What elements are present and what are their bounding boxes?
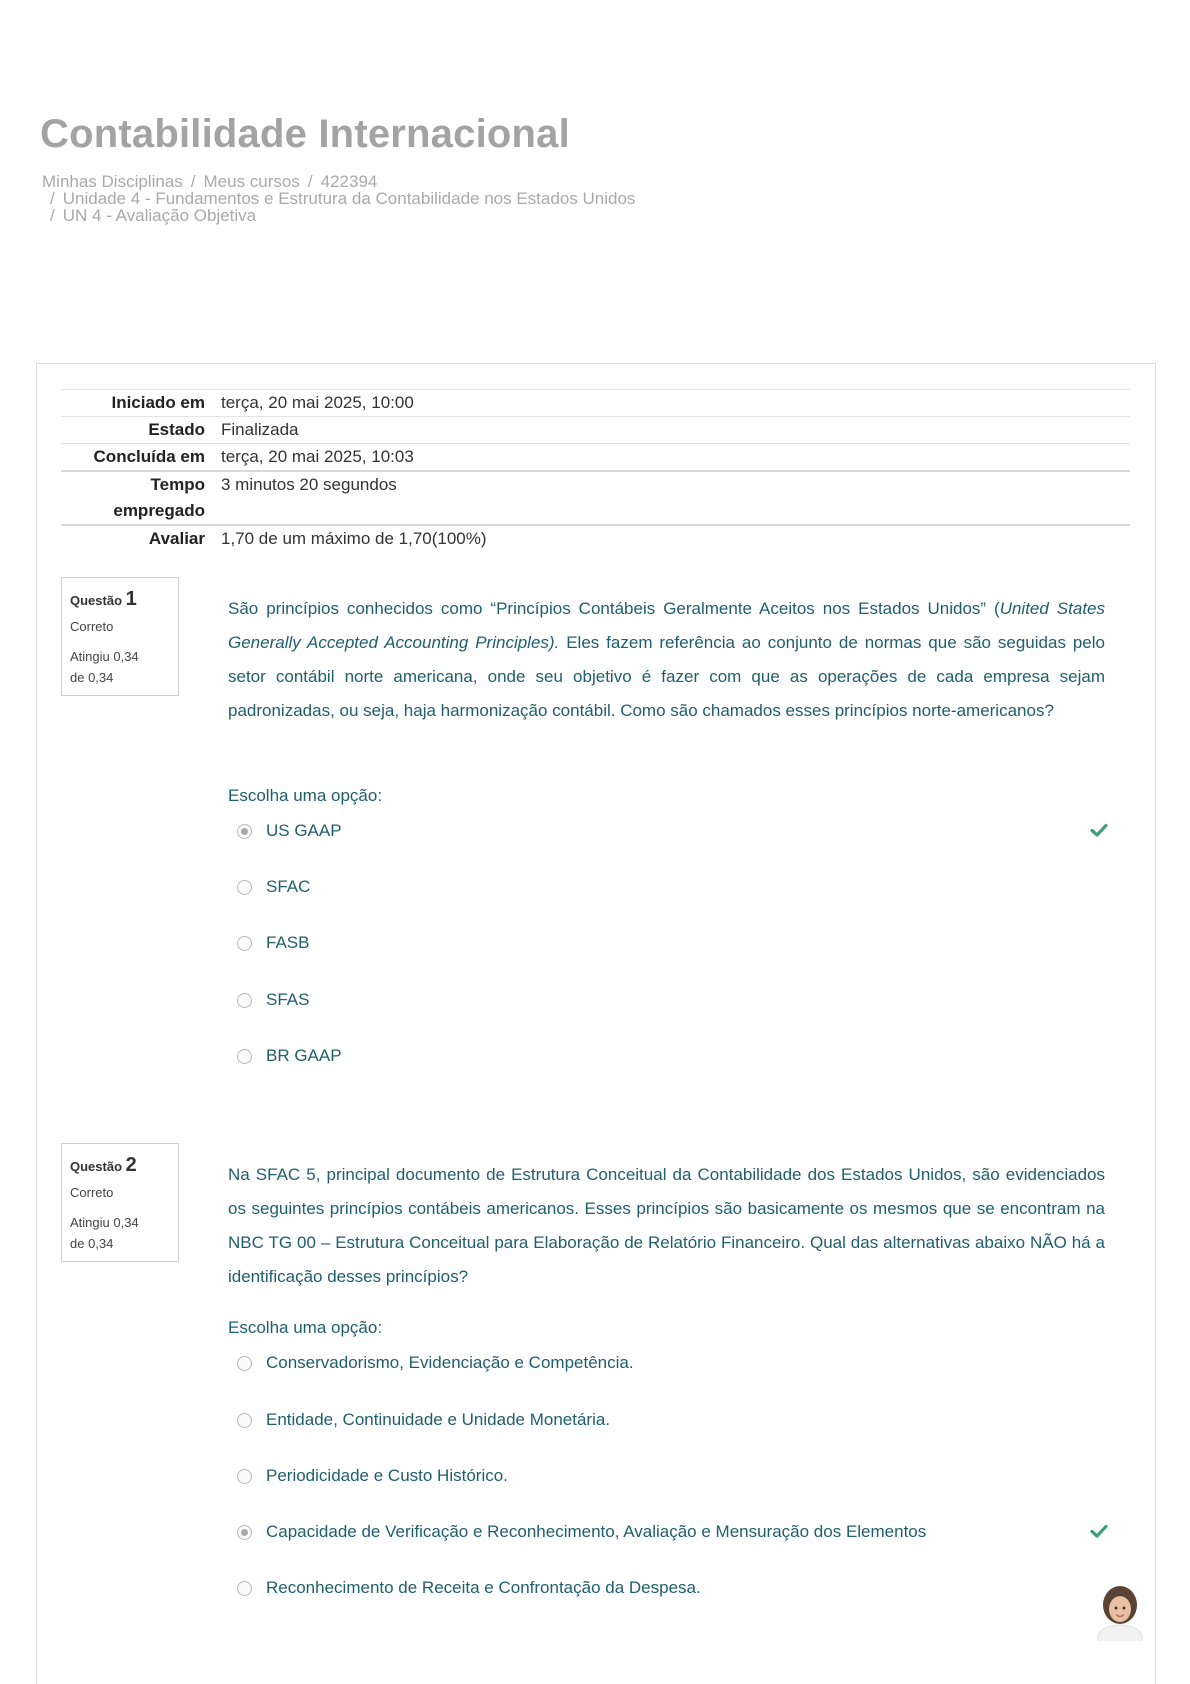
- answer-option-label: Periodicidade e Custo Histórico.: [266, 1466, 508, 1485]
- summary-label: Concluída em: [93, 447, 205, 466]
- answer-option[interactable]: [237, 985, 1097, 1015]
- choose-option-prompt: Escolha uma opção:: [228, 1318, 383, 1337]
- question-state: Correto: [70, 1185, 114, 1200]
- question-info-2: [61, 1143, 179, 1262]
- answer-option-label: US GAAP: [266, 821, 342, 840]
- summary-row-completed: [61, 443, 1130, 470]
- question-grade: Atingiu 0,34 de 0,34: [70, 1215, 139, 1251]
- summary-row-started: [61, 389, 1130, 416]
- summary-label: Iniciado em: [111, 393, 205, 412]
- question-text-1: São princípios conhecidos como “Princípios Contábeis Geralmente Aceitos nos Estados Unidos” (United States Generally Accepted Accounting Principles). Eles fazem referência ao conjunto de normas que são seguidas pelo setor contábil norte americana, onde seu objetivo é fazer com que as operações de cada empresa sejam padronizadas, ou seja, haja harmonização contábil. Como são chamados esses princípios norte-americanos?: [228, 599, 1105, 720]
- answer-option[interactable]: [237, 928, 1097, 958]
- attempt-summary-table: [61, 389, 1130, 552]
- breadcrumb-separator: /: [307, 172, 313, 191]
- summary-label: Estado: [148, 420, 205, 439]
- radio-button[interactable]: [237, 1525, 252, 1540]
- answer-option-label: FASB: [266, 933, 310, 952]
- question-number: Questão 1: [70, 588, 137, 610]
- radio-button[interactable]: [237, 936, 252, 951]
- radio-button[interactable]: [237, 1469, 252, 1484]
- breadcrumb-course-id[interactable]: 422394: [320, 172, 378, 191]
- answer-option-label: Entidade, Continuidade e Unidade Monetária.: [266, 1410, 611, 1429]
- summary-row-grade: [61, 524, 1130, 552]
- answer-option[interactable]: [237, 1517, 1097, 1547]
- radio-button[interactable]: [237, 880, 252, 895]
- question-grade: Atingiu 0,34 de 0,34: [70, 649, 139, 685]
- breadcrumb-separator: /: [50, 206, 55, 225]
- assistant-avatar-icon[interactable]: [1095, 1583, 1145, 1641]
- breadcrumb-separator: /: [50, 189, 55, 208]
- breadcrumb-minhas-disciplinas[interactable]: Minhas Disciplinas: [42, 172, 183, 191]
- breadcrumb: [42, 173, 635, 224]
- summary-value: terça, 20 mai 2025, 10:00: [221, 393, 414, 412]
- summary-label-line: Tempo: [150, 475, 205, 494]
- answer-option[interactable]: [237, 816, 1097, 846]
- choose-option-prompt: Escolha uma opção:: [228, 786, 383, 805]
- summary-label: [61, 472, 221, 524]
- summary-value: Finalizada: [221, 420, 299, 439]
- answer-option-label: Reconhecimento de Receita e Confrontação da Despesa.: [266, 1578, 701, 1597]
- page-title: Contabilidade Internacional: [40, 112, 570, 156]
- answer-option[interactable]: [237, 1573, 1097, 1603]
- radio-button[interactable]: [237, 993, 252, 1008]
- answer-option-label: BR GAAP: [266, 1046, 342, 1065]
- question-number: Questão 2: [70, 1154, 137, 1176]
- summary-value: 1,70 de um máximo de 1,70(100%): [221, 529, 487, 548]
- breadcrumb-quiz[interactable]: UN 4 - Avaliação Objetiva: [62, 206, 257, 225]
- radio-button[interactable]: [237, 1413, 252, 1428]
- answer-option-label: Conservadorismo, Evidenciação e Competência.: [266, 1353, 634, 1372]
- radio-button[interactable]: [237, 1581, 252, 1596]
- question-text-2: Na SFAC 5, principal documento de Estrutura Conceitual da Contabilidade dos Estados Unidos, são evidenciados os seguintes princípios contábeis americanos. Esses princípios são basicamente os mesmos que se encontram na NBC TG 00 – Estrutura Conceitual para Elaboração de Relatório Financeiro. Qual das alternativas abaixo NÃO há a identificação desses princípios?: [228, 1165, 1105, 1286]
- answer-option[interactable]: [237, 872, 1097, 902]
- question-state: Correto: [70, 619, 114, 634]
- answer-option[interactable]: [237, 1041, 1097, 1071]
- radio-button[interactable]: [237, 1356, 252, 1371]
- answer-option-label: SFAS: [266, 990, 310, 1009]
- question-info-1: [61, 577, 179, 696]
- summary-label-line: empregado: [113, 501, 205, 520]
- answer-option[interactable]: [237, 1461, 1097, 1491]
- answer-option[interactable]: [237, 1405, 1097, 1435]
- correct-check-icon: [1089, 1521, 1109, 1541]
- summary-row-time-taken: [61, 470, 1130, 524]
- summary-value: 3 minutos 20 segundos: [221, 475, 397, 494]
- summary-row-state: [61, 416, 1130, 443]
- breadcrumb-meus-cursos[interactable]: Meus cursos: [203, 172, 300, 191]
- radio-button[interactable]: [237, 1049, 252, 1064]
- correct-check-icon: [1089, 820, 1109, 840]
- summary-label: Avaliar: [148, 529, 205, 548]
- answer-option-label: SFAC: [266, 877, 311, 896]
- answer-option-label: Capacidade de Verificação e Reconhecimento, Avaliação e Mensuração dos Elementos: [266, 1522, 927, 1541]
- answer-option[interactable]: [237, 1348, 1097, 1378]
- summary-value: terça, 20 mai 2025, 10:03: [221, 447, 414, 466]
- breadcrumb-separator: /: [190, 172, 196, 191]
- breadcrumb-unit[interactable]: Unidade 4 - Fundamentos e Estrutura da Contabilidade nos Estados Unidos: [62, 189, 636, 208]
- radio-button[interactable]: [237, 824, 252, 839]
